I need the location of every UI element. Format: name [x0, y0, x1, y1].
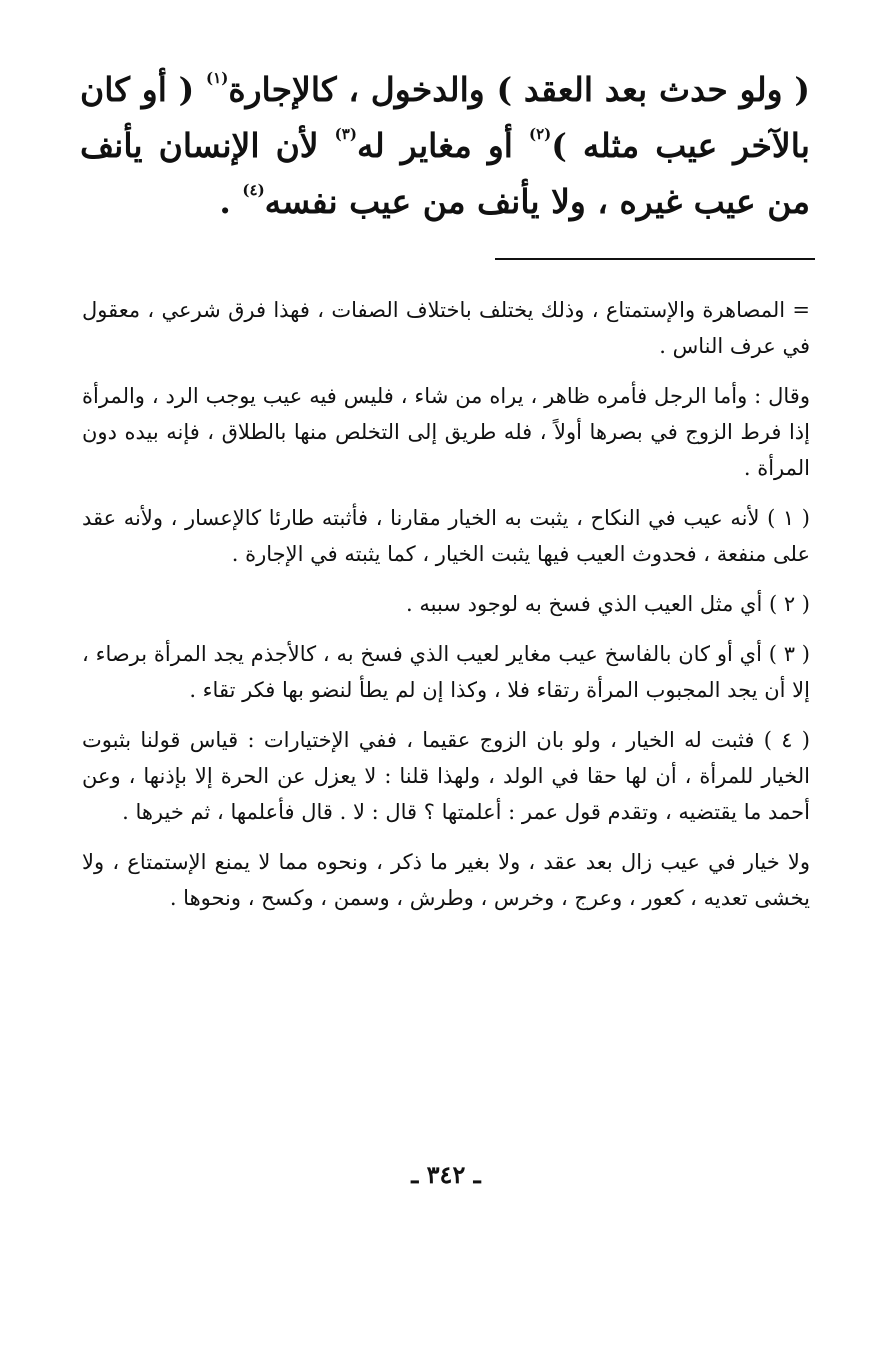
footnote-separator [495, 258, 815, 260]
footnote-ref: (٢) [528, 125, 552, 143]
footnote-ref: (٣) [334, 125, 357, 143]
main-text-part: ( أو كان بالآخر عيب مثله ) [80, 70, 810, 165]
footnotes [82, 292, 810, 930]
footnote-paragraph: ( ٤ ) فثبت له الخيار ، ولو بان الزوج عقيما ، ففي الإختيارات : قياس قولنا بثبوت الخيار للمرأة ، أن لها حقا في الولد ، ولهذا قلنا : لا يعزل عن الحرة إلا بإذنها ، وعن أحمد ما يقتضيه ، وتقدم قول عمر : أعلمتها ؟ قال : لا . قال فأعلمها ، ثم خيرها . [82, 728, 810, 824]
page-number: ـ ٣٤٢ ـ [411, 1160, 481, 1189]
footnote-paragraph: ( ٣ ) أي أو كان بالفاسخ عيب مغاير لعيب الذي فسخ به ، كالأجذم يجد المرأة برصاء ، إلا أن يجد المجبوب المرأة رتقاء فلا ، وكذا إن لم يطأ لنضو بها فكر تقاء . [82, 642, 810, 702]
main-text-part: أو مغاير له [356, 126, 529, 165]
footnote-paragraph: ولا خيار في عيب زال بعد عقد ، ولا بغير ما ذكر ، ونحوه مما لا يمنع الإستمتاع ، ولا يخشى تعديه ، كعور ، وعرج ، وخرس ، وطرش ، وسمن ، وكسح ، ونحوها . [82, 850, 810, 910]
footnote-paragraph: ( ٢ ) أي مثل العيب الذي فسخ به لوجود سببه . [406, 592, 810, 616]
footnote-paragraph: = المصاهرة والإستمتاع ، وذلك يختلف باختلاف الصفات ، فهذا فرق شرعي ، معقول في عرف الناس . [82, 298, 810, 358]
footnote-paragraph: ( ١ ) لأنه عيب في النكاح ، يثبت به الخيار مقارنا ، فأثبته طارئا كالإعسار ، ولأنه عقد على منفعة ، فحدوث العيب فيها يثبت الخيار ، كما يثبته في الإجارة . [82, 506, 810, 566]
footnote-ref: (٤) [242, 181, 265, 199]
main-text-part: ( ولو حدث بعد العقد ) والدخول ، كالإجارة [228, 70, 810, 109]
footnote-ref: (١) [206, 69, 229, 87]
footnote-paragraph: وقال : وأما الرجل فأمره ظاهر ، يراه من شاء ، فليس فيه عيب يوجب الرد ، والمرأة إذا فرط الزوج في بصرها أولاً ، فله طريق إلى التخلص منها بالطلاق ، فإنه بيده دون المرأة . [82, 384, 810, 480]
main-text-part: لأن الإنسان يأنف من عيب غيره ، ولا يأنف من عيب نفسه [80, 126, 810, 221]
main-text [80, 62, 810, 230]
main-text-part: . [219, 182, 243, 221]
